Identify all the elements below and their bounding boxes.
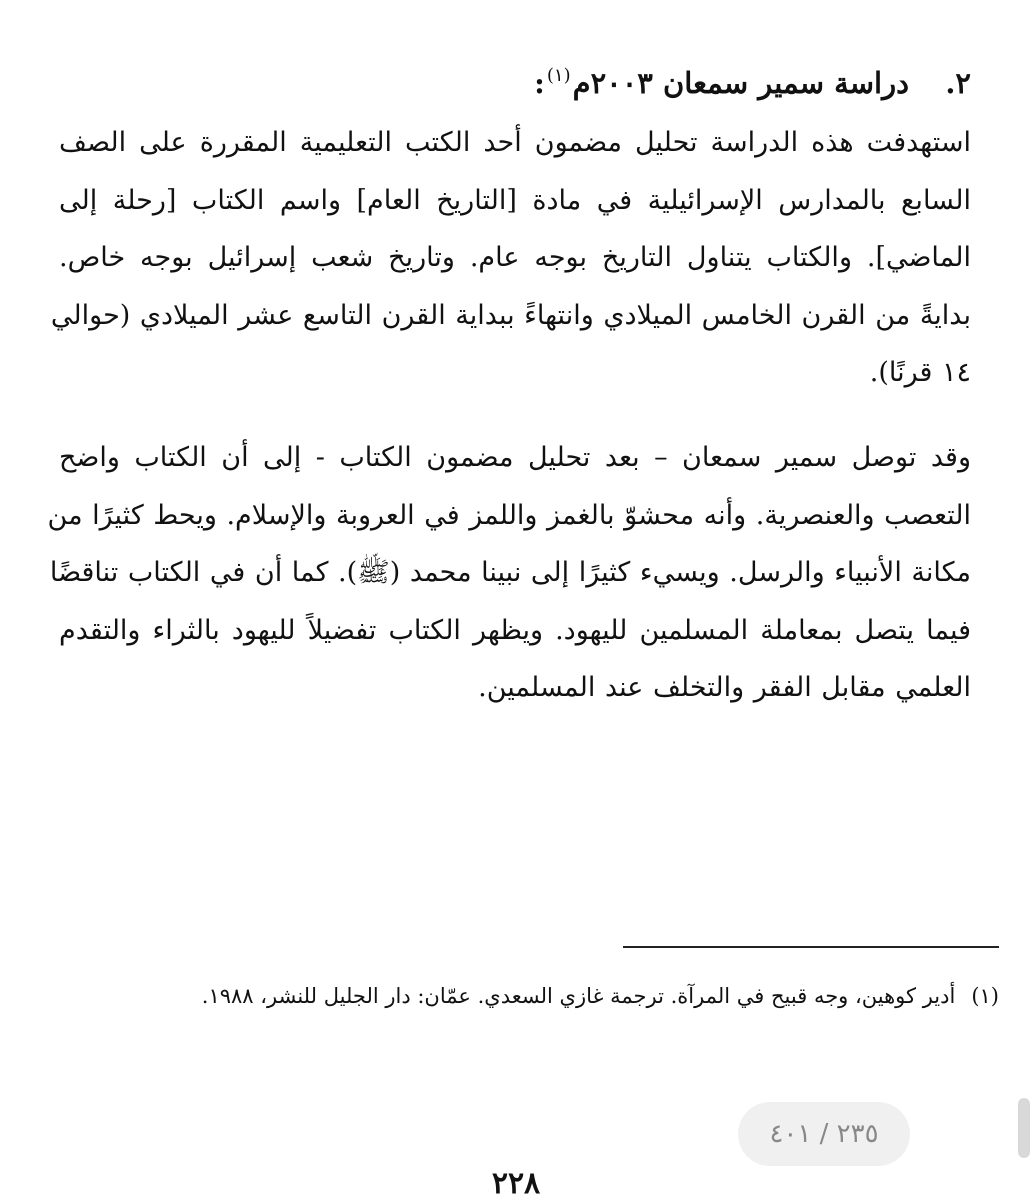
scrollbar-thumb[interactable] — [1018, 1098, 1030, 1158]
footnote-mark: (١) — [971, 984, 999, 1008]
paragraph-line: العلمي مقابل الفقر والتخلف عند المسلمين. — [478, 672, 971, 703]
paragraph-2 — [47, 429, 971, 717]
footnote-reference[interactable]: (١) — [546, 65, 571, 86]
section-heading — [71, 48, 971, 111]
paragraph-line: مكانة الأنبياء والرسل. ويسيء كثيرًا إلى نبينا محمد (ﷺ). كما أن في الكتاب تناقضًا — [49, 557, 971, 588]
section-title: دراسة سمير سمعان ٢٠٠٣م — [572, 66, 909, 100]
page-number: ٢٢٨ — [491, 1166, 541, 1201]
page-indicator-pill[interactable]: ٢٣٥ / ٤٠١ — [738, 1102, 910, 1166]
paragraph-1 — [50, 114, 971, 402]
paragraph-line: وقد توصل سمير سمعان – بعد تحليل مضمون الكتاب - إلى أن الكتاب واضح — [59, 442, 971, 473]
paragraph-line: بدايةً من القرن الخامس الميلادي وانتهاءً ببداية القرن التاسع عشر الميلادي (حوالي — [50, 299, 971, 331]
footnote-divider — [623, 946, 999, 948]
paragraph-line: السابع بالمدارس الإسرائيلية في مادة [التاريخ العام] واسم الكتاب [رحلة إلى — [59, 184, 971, 216]
paragraph-line: الماضي]. والكتاب يتناول التاريخ بوجه عام. وتاريخ شعب إسرائيل بوجه خاص. — [59, 242, 971, 273]
footnote — [79, 978, 999, 1014]
paragraph-line: فيما يتصل بمعاملة المسلمين لليهود. ويظهر الكتاب تفضيلاً لليهود بالثراء والتقدم — [59, 614, 971, 646]
section-number: ٢. — [945, 66, 971, 100]
paragraph-line: ١٤ قرنًا). — [869, 357, 971, 388]
paragraph-line: التعصب والعنصرية. وأنه محشوّ بالغمز واللمز في العروبة والإسلام. ويحط كثيرًا من — [47, 499, 971, 531]
footnote-text: أدير كوهين، وجه قبيح في المرآة. ترجمة غازي السعدي. عمّان: دار الجليل للنشر، ١٩٨٨. — [201, 984, 956, 1008]
heading-colon: : — [534, 66, 545, 100]
paragraph-line: استهدفت هذه الدراسة تحليل مضمون أحد الكتب التعليمية المقررة على الصف — [59, 127, 971, 158]
